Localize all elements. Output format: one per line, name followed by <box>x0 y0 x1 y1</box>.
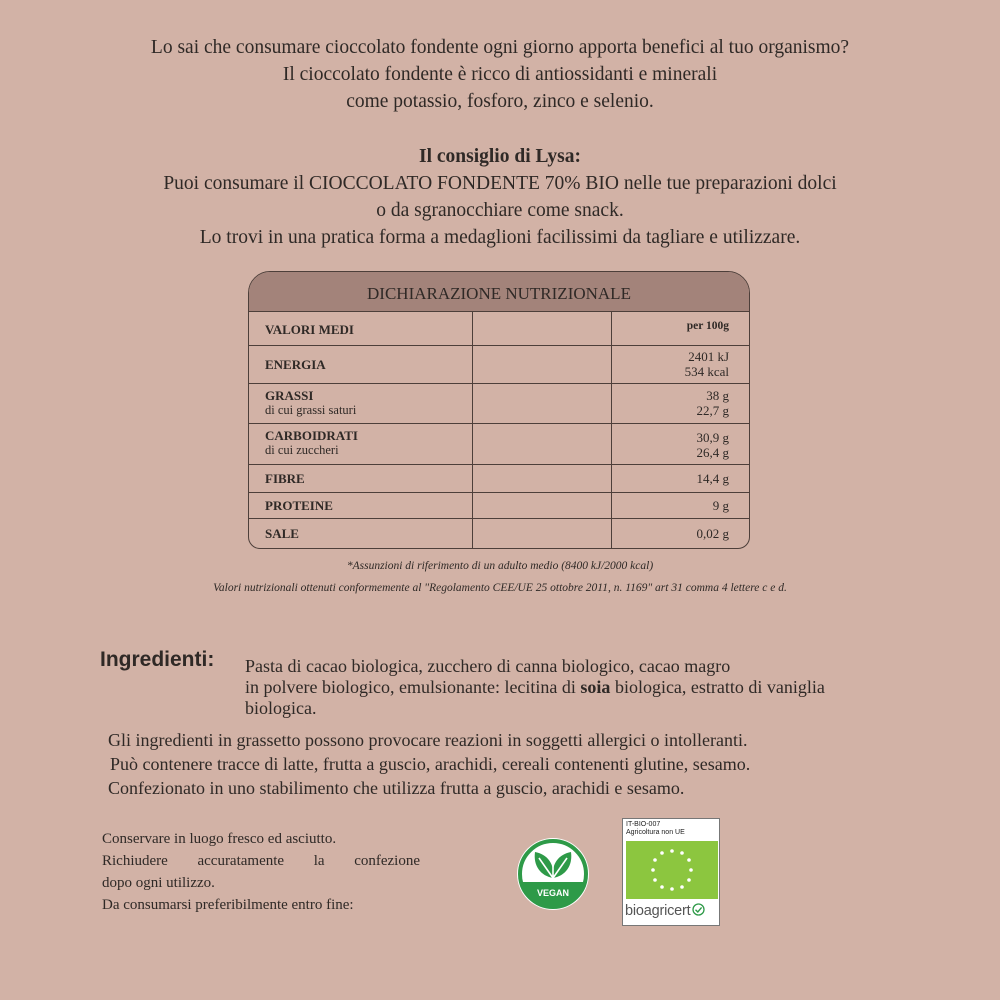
bio-certification-badge <box>622 818 720 926</box>
row-value: 26,4 g <box>696 445 729 460</box>
storage-line-2: Richiudere accuratamente la confezione <box>102 853 420 869</box>
table-row <box>249 384 750 424</box>
check-icon <box>692 903 705 916</box>
row-value: 2401 kJ <box>688 349 729 364</box>
bio-code-text <box>626 821 685 837</box>
table-header-row <box>249 312 750 346</box>
row-label: FIBRE <box>265 471 305 486</box>
table-row <box>249 346 750 384</box>
row-value: 30,9 g <box>696 430 729 445</box>
row-value: 22,7 g <box>696 403 729 418</box>
bio-brand-name: bioagricert <box>625 903 691 919</box>
storage-info <box>102 828 420 916</box>
nutrition-table <box>248 271 750 549</box>
table-row <box>249 465 750 493</box>
ingredients-title: Ingredienti: <box>100 648 215 671</box>
ingredients-line-2 <box>245 677 965 698</box>
eu-organic-leaf-icon <box>626 841 718 899</box>
row-value: 534 kcal <box>684 364 729 379</box>
allergen-info <box>108 728 968 800</box>
intro-text <box>0 34 1000 251</box>
ingredients-text <box>245 656 965 719</box>
tip-title: Il consiglio di Lysa: <box>419 146 581 167</box>
allergen-line-3: Confezionato in uno stabilimento che utilizza frutta a guscio, arachidi e sesamo. <box>108 778 685 798</box>
row-value: 38 g <box>706 388 729 403</box>
intro-line-1: Lo sai che consumare cioccolato fondente ogni giorno apporta benefici al tuo organismo? <box>150 37 850 58</box>
vegan-label: VEGAN <box>536 888 570 898</box>
header-label: VALORI MEDI <box>265 322 354 337</box>
bio-code: IT-BIO-007 <box>626 821 661 828</box>
row-label: CARBOIDRATI <box>265 428 358 443</box>
vegan-badge <box>515 836 591 912</box>
allergen-bold: soia <box>580 677 611 697</box>
row-label: PROTEINE <box>265 498 333 513</box>
table-row <box>249 519 750 548</box>
tip-line-1: Puoi consumare il CIOCCOLATO FONDENTE 70% BIO nelle tue preparazioni dolci <box>163 173 837 194</box>
row-value: 9 g <box>712 498 729 513</box>
allergen-line-1: Gli ingredienti in grassetto possono provocare reazioni in soggetti allergici o intolleranti. <box>108 730 748 750</box>
row-sublabel: di cui grassi saturi <box>265 403 357 417</box>
regulation-note: Valori nutrizionali ottenuti conformemente al "Regolamento CEE/UE 25 ottobre 2011, n. 1169" art 31 comma 4 lettere c e d. <box>213 582 787 594</box>
header-per: per 100g <box>686 320 729 332</box>
row-value: 14,4 g <box>696 471 729 486</box>
intro-line-3: come potassio, fosforo, zinco e selenio. <box>346 91 654 112</box>
table-row <box>249 424 750 465</box>
nutrition-title: DICHIARAZIONE NUTRIZIONALE <box>249 272 749 312</box>
tip-line-3: Lo trovi in una pratica forma a medaglioni facilissimi da tagliare e utilizzare. <box>199 227 801 248</box>
row-label: ENERGIA <box>265 357 326 372</box>
ingredients-text-part: biologica, estratto di vaniglia <box>610 677 825 697</box>
storage-line-1: Conservare in luogo fresco ed asciutto. <box>102 831 337 847</box>
ingredients-line-3: biologica. <box>245 698 317 718</box>
bio-brand <box>625 903 705 919</box>
intro-line-2: Il cioccolato fondente è ricco di antiossidanti e minerali <box>282 64 718 85</box>
row-value: 0,02 g <box>696 526 729 541</box>
reference-note: *Assunzioni di riferimento di un adulto medio (8400 kJ/2000 kcal) <box>346 560 654 572</box>
ingredients-line-1: Pasta di cacao biologica, zucchero di canna biologico, cacao magro <box>245 656 731 676</box>
storage-line-3: dopo ogni utilizzo. <box>102 875 215 891</box>
vegan-leaf-icon <box>515 836 591 912</box>
row-sublabel: di cui zuccheri <box>265 443 339 457</box>
tip-line-2: o da sgranocchiare come snack. <box>376 200 624 221</box>
bio-origin: Agricoltura non UE <box>626 829 685 836</box>
ingredients-text-part: in polvere biologico, emulsionante: lecitina di <box>245 677 581 697</box>
row-label: GRASSI <box>265 388 314 403</box>
allergen-line-2: Può contenere tracce di latte, frutta a guscio, arachidi, cereali contenenti glutine, sesamo. <box>110 754 751 774</box>
row-label: SALE <box>265 526 299 541</box>
table-row <box>249 493 750 519</box>
storage-line-4: Da consumarsi preferibilmente entro fine: <box>102 897 354 913</box>
